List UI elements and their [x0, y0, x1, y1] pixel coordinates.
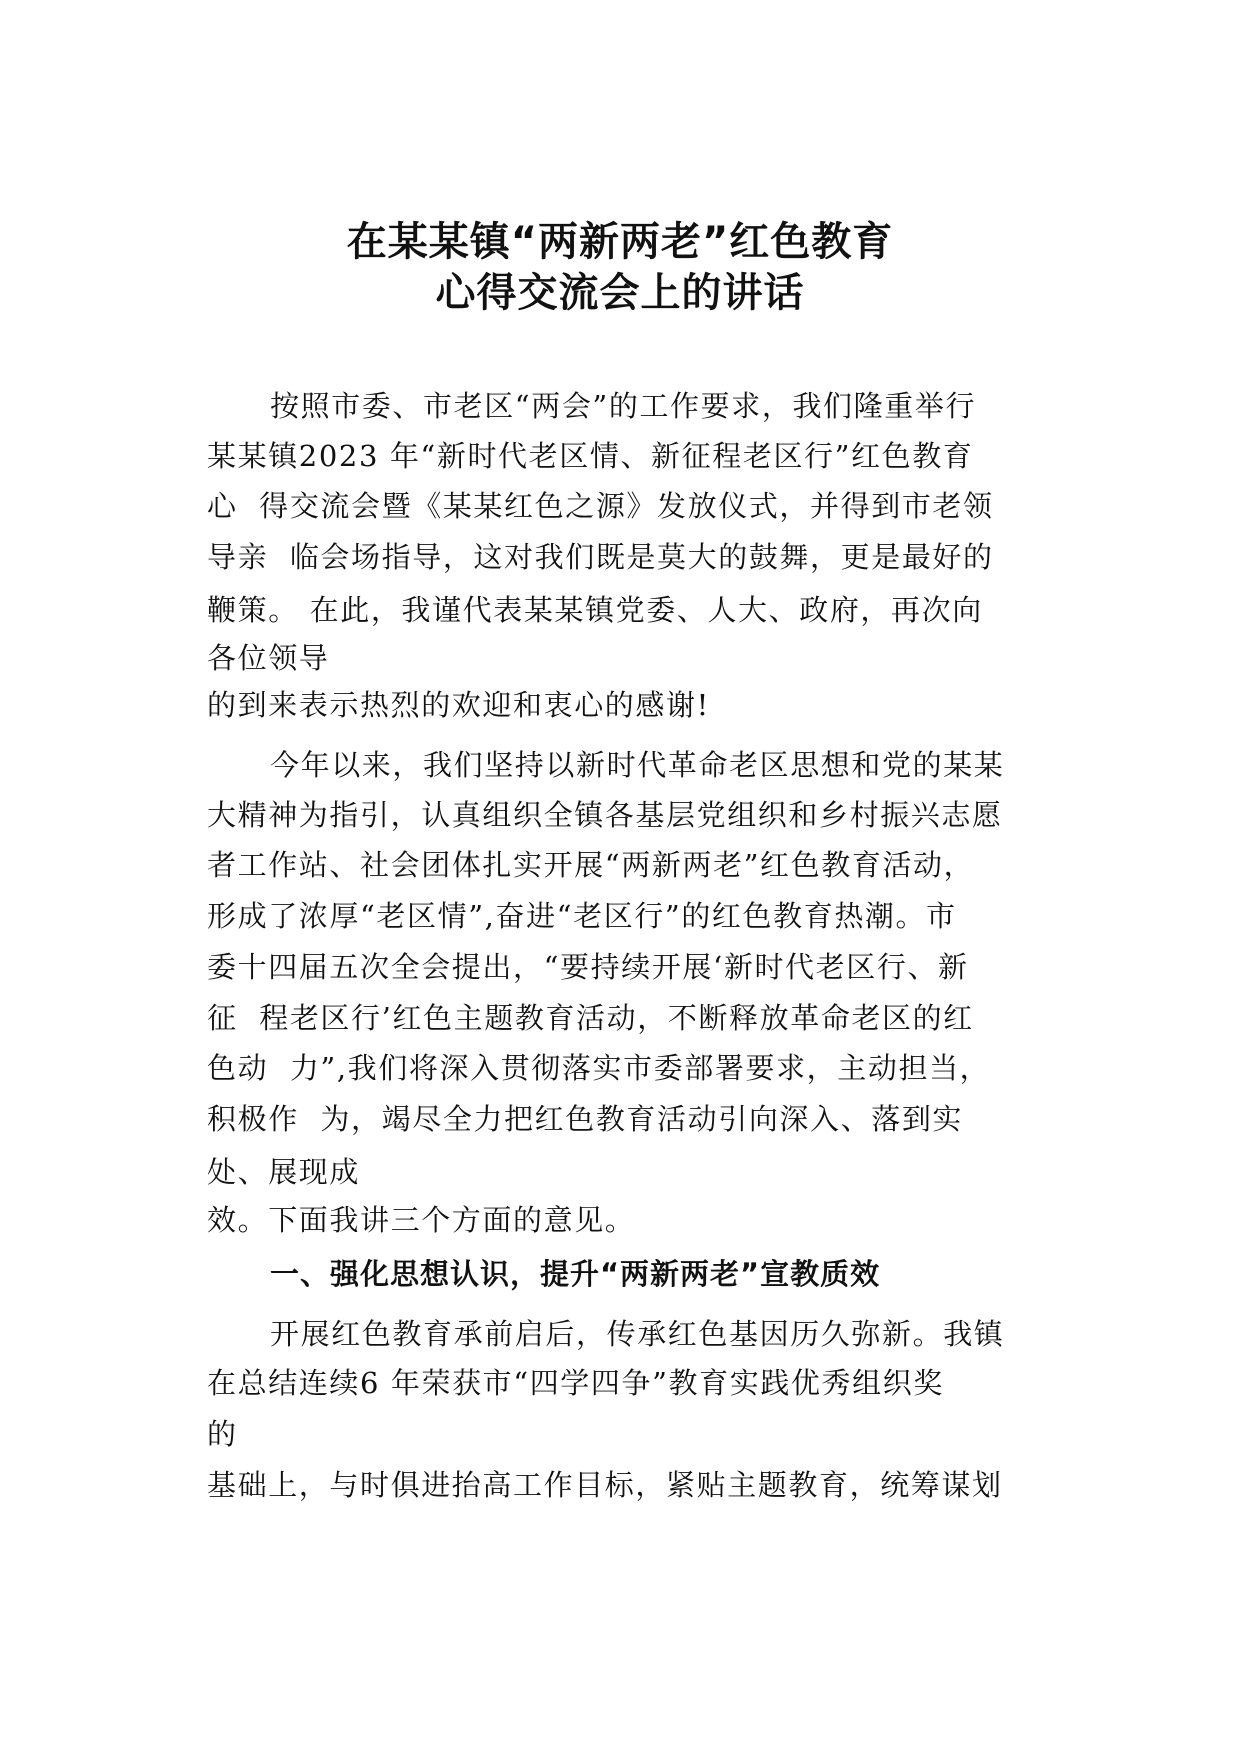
section-heading-1: 一、强化思想认识，提升“两新两老”宣教质效 [270, 1257, 881, 1291]
paragraph-3-line-3: 的 [207, 1417, 238, 1451]
paragraph-2-line-8: 积极作 为，竭尽全力把红色教育活动引向深入、落到实 [207, 1102, 964, 1136]
paragraph-1-line-3: 心 得交流会暨《某某红色之源》发放仪式，并得到市老领 [207, 489, 994, 523]
paragraph-2-line-9: 处、展现成 [207, 1155, 361, 1189]
paragraph-1-line-6: 各位领导 [207, 641, 330, 675]
paragraph-3-line-4: 基础上，与时俱进抬高工作目标，紧贴主题教育，统筹谋划 [207, 1468, 1003, 1502]
paragraph-2-line-7: 色动 力”,我们将深入贯彻落实市委部署要求，主动担当， [207, 1051, 991, 1085]
paragraph-1-line-4: 导亲 临会场指导，这对我们既是莫大的鼓舞，更是最好的 [207, 540, 994, 574]
paragraph-2-line-4: 形成了浓厚“老区情”,奋进“老区行”的红色教育热潮。市 [207, 899, 957, 933]
paragraph-2-line-10: 效。下面我讲三个方面的意见。 [207, 1203, 636, 1237]
paragraph-2-line-5: 委十四届五次全会提出，“要持续开展‘新时代老区行、新 [207, 950, 969, 984]
paragraph-3-line-1: 开展红色教育承前启后，传承红色基因历久弥新。我镇 [270, 1317, 1005, 1351]
paragraph-1-line-2: 某某镇2023 年“新时代老区情、新征程老区行”红色教育 [207, 439, 974, 473]
paragraph-2-line-1: 今年以来，我们坚持以新时代革命老区思想和党的某某 [270, 748, 1005, 782]
paragraph-2-line-2: 大精神为指引，认真组织全镇各基层党组织和乡村振兴志愿 [207, 798, 1003, 832]
paragraph-1-line-7: 的到来表示热烈的欢迎和衷心的感谢! [207, 688, 710, 722]
paragraph-1-line-1: 按照市委、市老区“两会”的工作要求，我们隆重举行 [270, 389, 977, 423]
paragraph-1-line-5: 鞭策。 在此，我谨代表某某镇党委、人大、政府，再次向 [207, 593, 983, 627]
paragraph-2-line-6: 征 程老区行’红色主题教育活动，不断释放革命老区的红 [207, 1001, 974, 1035]
title-line-1: 在某某镇“两新两老”红色教育 [346, 219, 894, 265]
paragraph-2-line-3: 者工作站、社会团体扎实开展“两新两老”红色教育活动， [207, 848, 975, 882]
title-line-2: 心得交流会上的讲话 [435, 270, 805, 316]
paragraph-3-line-2: 在总结连续6 年荣获市“四学四争”教育实践优秀组织奖 [207, 1366, 944, 1400]
